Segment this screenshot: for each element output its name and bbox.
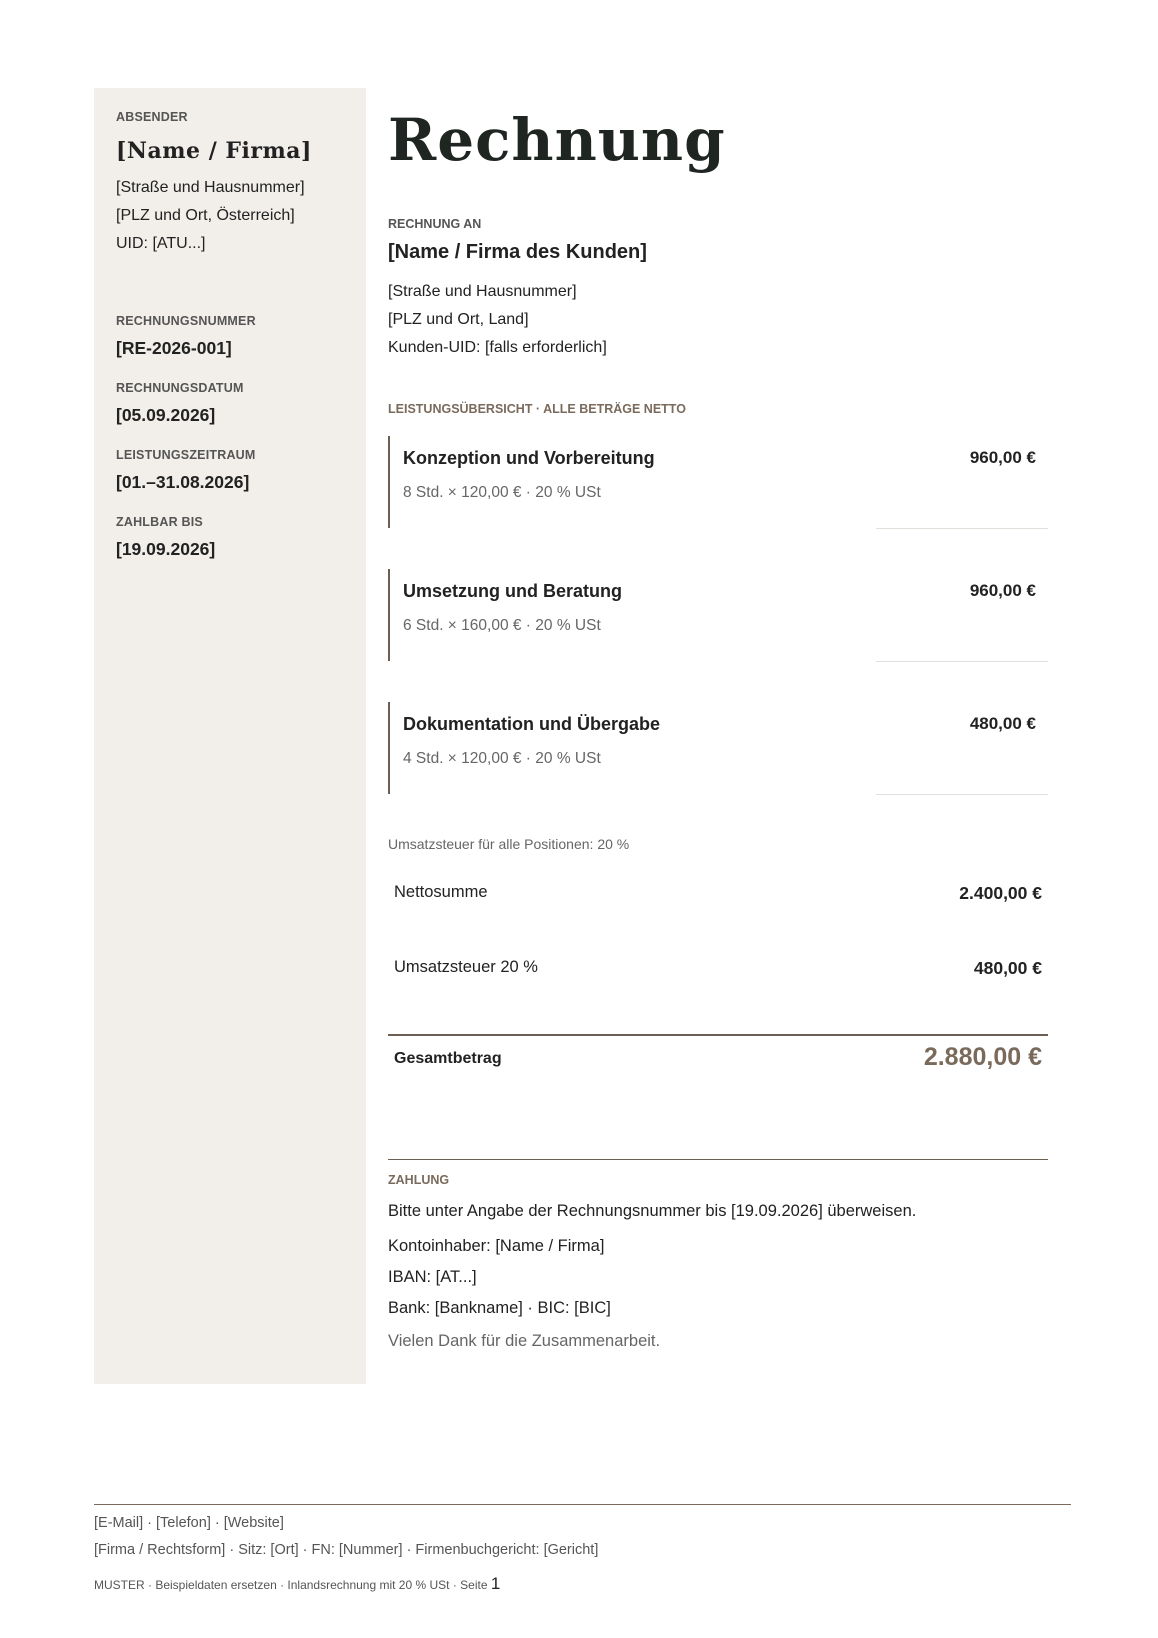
- payment-divider: [388, 1159, 1048, 1160]
- vat-total-value: 480,00 €: [973, 958, 1042, 978]
- footer-company: [Firma / Rechtsform] · Sitz: [Ort] · FN: [Nummer] · Firmenbuchgericht: [Gericht]: [94, 1542, 599, 1558]
- invoice-main: [388, 88, 1048, 1350]
- line-item: [388, 569, 1048, 661]
- item-amount: 960,00 €: [969, 581, 1036, 600]
- grand-total-value: 2.880,00 €: [923, 1043, 1042, 1071]
- recipient-city: [PLZ und Ort, Land]: [388, 311, 529, 328]
- sender-city: [PLZ und Ort, Österreich]: [116, 207, 295, 224]
- item-divider: [876, 661, 1048, 662]
- footer-contact: [E-Mail] · [Telefon] · [Website]: [94, 1515, 284, 1531]
- net-total-value: 2.400,00 €: [959, 883, 1042, 903]
- iban: IBAN: [AT...]: [388, 1268, 477, 1286]
- due-date-label: ZAHLBAR BIS: [116, 515, 203, 529]
- thanks-note: Vielen Dank für die Zusammenarbeit.: [388, 1332, 661, 1350]
- footer-note-text: MUSTER · Beispieldaten ersetzen · Inlandsrechnung mit 20 % USt · Seite: [94, 1578, 488, 1592]
- sender-street: [Straße und Hausnummer]: [116, 179, 305, 196]
- sender-sidebar: [94, 88, 366, 1384]
- service-period-label: LEISTUNGSZEITRAUM: [116, 448, 256, 462]
- item-name: Umsetzung und Beratung: [403, 581, 622, 601]
- vat-total-label: Umsatzsteuer 20 %: [394, 958, 538, 976]
- recipient-name: [Name / Firma des Kunden]: [388, 241, 647, 263]
- footer-note: [94, 1574, 500, 1594]
- item-amount: 480,00 €: [969, 714, 1036, 733]
- invoice-number-label: RECHNUNGSNUMMER: [116, 314, 256, 328]
- account-holder: Kontoinhaber: [Name / Firma]: [388, 1237, 605, 1255]
- vat-note: Umsatzsteuer für alle Positionen: 20 %: [388, 836, 630, 852]
- item-accent-bar: [388, 436, 390, 528]
- item-details: 6 Std. × 160,00 € · 20 % USt: [403, 617, 601, 634]
- item-name: Dokumentation und Übergabe: [403, 714, 661, 734]
- due-date: [19.09.2026]: [116, 539, 216, 559]
- item-amount: 960,00 €: [969, 448, 1036, 467]
- item-accent-bar: [388, 569, 390, 661]
- item-details: 8 Std. × 120,00 € · 20 % USt: [403, 484, 601, 501]
- grand-total-divider: [388, 1034, 1048, 1036]
- recipient-street: [Straße und Hausnummer]: [388, 283, 577, 300]
- recipient-label: RECHNUNG AN: [388, 217, 482, 231]
- payment-label: ZAHLUNG: [388, 1173, 450, 1187]
- recipient-uid: Kunden-UID: [falls erforderlich]: [388, 339, 607, 356]
- page-title: Rechnung: [388, 106, 726, 174]
- service-period: [01.–31.08.2026]: [116, 472, 250, 492]
- item-details: 4 Std. × 120,00 € · 20 % USt: [403, 750, 601, 767]
- item-name: Konzeption und Vorbereitung: [403, 448, 655, 468]
- net-total-label: Nettosumme: [394, 883, 488, 901]
- page-number: 1: [490, 1574, 501, 1593]
- recipient-address: [388, 278, 607, 362]
- item-divider: [876, 528, 1048, 529]
- bank-bic: Bank: [Bankname] · BIC: [BIC]: [388, 1299, 611, 1317]
- item-accent-bar: [388, 702, 390, 794]
- overview-label: LEISTUNGSÜBERSICHT · ALLE BETRÄGE NETTO: [388, 402, 686, 416]
- line-item: [388, 436, 1048, 528]
- footer-divider: [94, 1504, 1071, 1505]
- invoice-number: [RE-2026-001]: [116, 338, 232, 358]
- payment-instruction: Bitte unter Angabe der Rechnungsnummer bis [19.09.2026] überweisen.: [388, 1202, 917, 1220]
- grand-total-label: Gesamtbetrag: [394, 1050, 502, 1067]
- sender-uid: UID: [ATU...]: [116, 235, 206, 252]
- invoice-date: [05.09.2026]: [116, 405, 216, 425]
- sender-label: ABSENDER: [116, 110, 188, 124]
- item-divider: [876, 794, 1048, 795]
- sender-name: [Name / Firma]: [116, 138, 312, 164]
- line-item: [388, 702, 1048, 794]
- invoice-date-label: RECHNUNGSDATUM: [116, 381, 244, 395]
